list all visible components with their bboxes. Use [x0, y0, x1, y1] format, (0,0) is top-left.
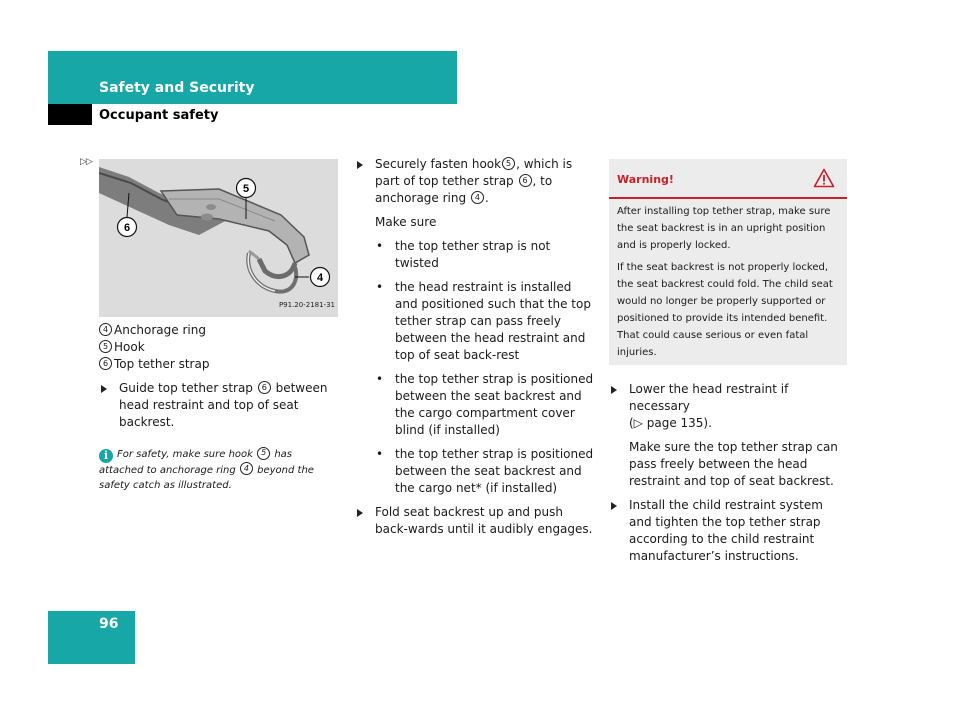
step-text: Fold seat backrest up and push back-wards until it audibly engages.: [375, 505, 593, 536]
bullet-text: the top tether strap is not twisted: [395, 239, 551, 270]
legend-label: Hook: [114, 340, 145, 354]
step-text: Securely fasten hook: [375, 157, 502, 171]
bullet-item: [355, 446, 595, 497]
warning-paragraph: If the seat backrest is not properly locked, the seat backrest could fold. The child seat would no longer be properly supported or positioned to provide its intended benefit. That could cause serious or even fatal injuries.: [617, 262, 833, 358]
step-text: Install the child restraint system and tighten the top tether strap according to the child restraint manufacturer’s instructions.: [629, 498, 823, 563]
bullet-item: [355, 238, 595, 272]
legend-number: 6: [99, 357, 112, 370]
warning-body: [609, 199, 847, 361]
bullet-icon: •: [376, 239, 384, 253]
column-middle: [355, 156, 595, 538]
step-arrow-icon: [611, 502, 617, 510]
ref-number: 5: [257, 447, 270, 460]
page-number-box: [48, 611, 135, 664]
warning-box: [609, 159, 847, 365]
instruction-step: [355, 504, 595, 538]
step-arrow-icon: [101, 385, 107, 393]
info-icon: i: [99, 449, 113, 463]
tether-figure: [99, 159, 338, 317]
warning-header: [609, 159, 847, 199]
instruction-step: [99, 380, 339, 431]
section-title: Safety and Security: [99, 80, 255, 96]
bullet-item: [355, 279, 595, 364]
header-bar: [48, 51, 457, 104]
bullet-text: the top tether strap is positioned between the seat backrest and the cargo compartment cover blind (if installed): [395, 372, 594, 437]
legend-item: [99, 356, 339, 373]
column-left: [99, 159, 339, 493]
legend-item: [99, 339, 339, 356]
step-arrow-icon: [357, 509, 363, 517]
make-sure-label: Make sure: [375, 215, 437, 229]
hook-curve: [259, 259, 295, 277]
bullet-text: the top tether strap is positioned between the seat backrest and the cargo net* (if installed): [395, 447, 594, 495]
ref-number: 4: [240, 462, 253, 475]
figure-legend: [99, 322, 339, 373]
bullet-item: [355, 371, 595, 439]
page-number: 96: [99, 616, 119, 632]
legend-item: [99, 322, 339, 339]
legend-label: Anchorage ring: [114, 323, 206, 337]
bullet-icon: •: [376, 372, 384, 386]
header-tab-marker: [48, 104, 92, 125]
continued-icon: ▷▷: [80, 157, 92, 167]
legend-number: 4: [99, 323, 112, 336]
hook-hole: [206, 204, 216, 210]
info-text: beyond the safety catch as illustrated.: [99, 464, 314, 491]
step-arrow-icon: [357, 161, 363, 169]
step-text: , to anchorage ring: [375, 174, 553, 205]
step-text: between head restraint and top of seat backrest.: [119, 381, 328, 429]
figure-code: P91.20-2181-31: [278, 301, 335, 309]
info-note: [99, 447, 339, 493]
bullet-icon: •: [376, 280, 384, 294]
callout-4: 4: [316, 272, 324, 284]
hook-hole: [201, 214, 213, 221]
step-text: .: [484, 191, 489, 205]
bullet-text: the head restraint is installed and positioned such that the top tether strap can pass freely between the head restraint and top of seat back-rest: [395, 280, 591, 362]
instruction-step: [609, 497, 847, 565]
callout-6: 6: [123, 222, 131, 234]
bullet-icon: •: [376, 447, 384, 461]
ref-number: 6: [519, 174, 532, 187]
info-text: For safety, make sure hook: [117, 449, 253, 460]
ref-number: 4: [471, 191, 484, 204]
warning-title: Warning!: [617, 173, 674, 186]
legend-number: 5: [99, 340, 112, 353]
step-text: Guide top tether strap: [119, 381, 253, 395]
instruction-step: [355, 156, 595, 207]
warning-triangle-icon: [813, 168, 835, 188]
page-reference[interactable]: (▷ page 135).: [629, 416, 712, 430]
subsection-title: Occupant safety: [99, 108, 219, 123]
instruction-step: [609, 381, 847, 432]
tether-illustration: [99, 159, 338, 317]
ref-number: 5: [502, 157, 515, 170]
info-text: has attached to anchorage ring: [99, 449, 292, 476]
column-right: [609, 159, 847, 565]
warning-paragraph: After installing top tether strap, make sure the seat backrest is in an upright position and is properly locked.: [617, 206, 831, 251]
step-text: , which is part of top tether strap: [375, 157, 573, 188]
ref-number: 6: [258, 381, 271, 394]
note-paragraph: Make sure the top tether strap can pass freely between the head restraint and top of seat backrest.: [629, 440, 838, 488]
legend-label: Top tether strap: [114, 357, 210, 371]
step-text: Lower the head restraint if necessary: [629, 382, 789, 413]
callout-5: 5: [242, 183, 250, 195]
step-arrow-icon: [611, 386, 617, 394]
